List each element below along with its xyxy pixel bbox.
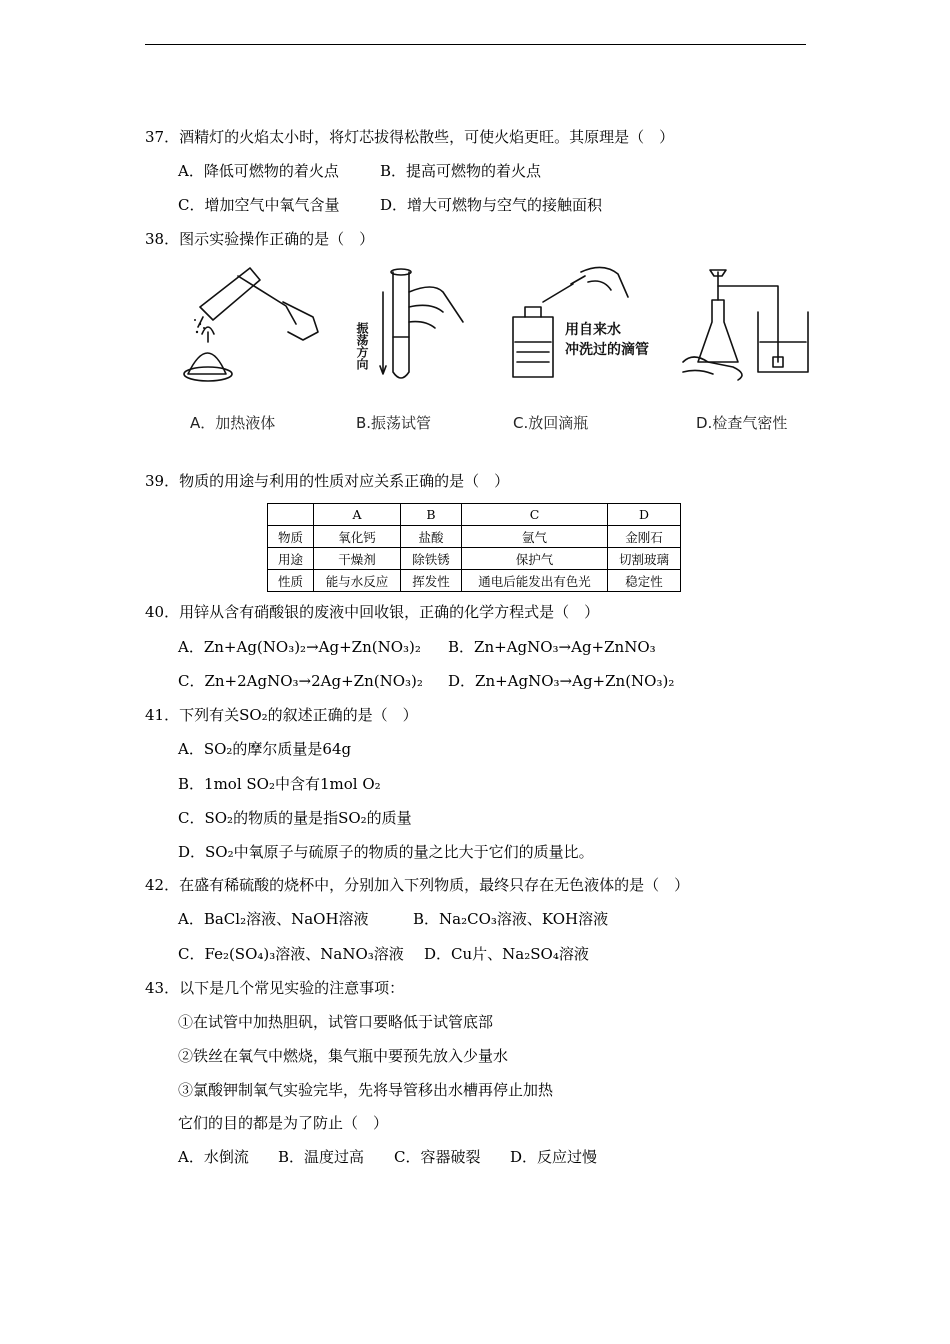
q40-option-a: A．Zn+Ag(NO₃)₂→Ag+Zn(NO₃)₂ (178, 638, 421, 656)
header-rule (145, 44, 806, 45)
table-row (268, 570, 681, 592)
q43-stem: 43．以下是几个常见实验的注意事项： (145, 979, 405, 997)
q39-table (267, 503, 681, 592)
q38-caption-c: C.放回滴瓶 (513, 414, 589, 432)
table-row (268, 548, 681, 570)
table-cell: 用途 (268, 548, 314, 570)
fig-dropper-bottle (503, 262, 673, 402)
q37-option-a: A．降低可燃物的着火点 (178, 162, 339, 180)
table-cell: 挥发性 (401, 570, 462, 592)
table-cell: 氧化钙 (314, 526, 401, 548)
q41-option-d: D．SO₂中氧原子与硫原子的物质的量之比大于它们的质量比。 (178, 843, 594, 861)
table-cell: 保护气 (462, 548, 608, 570)
fig-heating-liquid (178, 262, 328, 402)
q43-item-1: ①在试管中加热胆矾，试管口要略低于试管底部 (178, 1013, 494, 1031)
table-cell: D (608, 504, 681, 526)
table-cell: 性质 (268, 570, 314, 592)
table-cell: 通电后能发出有色光 (462, 570, 608, 592)
fig-shaking-test-tube (353, 262, 473, 402)
fig-c-label-2: 冲洗过的滴管 (565, 342, 649, 358)
table-cell: 干燥剂 (314, 548, 401, 570)
q37-stem: 37．酒精灯的火焰太小时，将灯芯拔得松散些，可使火焰更旺。其原理是（ ） (145, 128, 675, 146)
q42-option-c: C．Fe₂(SO₄)₃溶液、NaNO₃溶液 (178, 945, 404, 963)
q43-option-d: D．反应过慢 (510, 1148, 598, 1166)
q41-option-b: B．1mol SO₂中含有1mol O₂ (178, 775, 381, 793)
table-cell (268, 504, 314, 526)
q42-option-a: A．BaCl₂溶液、NaOH溶液 (178, 910, 369, 928)
q37-option-c: C．增加空气中氧气含量 (178, 196, 340, 214)
q42-stem: 42．在盛有稀硫酸的烧杯中，分别加入下列物质，最终只存在无色液体的是（ ） (145, 876, 690, 894)
table-cell: 金刚石 (608, 526, 681, 548)
table-cell: A (314, 504, 401, 526)
q37-option-b: B．提高可燃物的着火点 (380, 162, 542, 180)
table-cell: 氩气 (462, 526, 608, 548)
table-cell: C (462, 504, 608, 526)
table-cell: 物质 (268, 526, 314, 548)
fig-airtightness-check (678, 262, 828, 402)
table-cell: B (401, 504, 462, 526)
table-cell: 切割玻璃 (608, 548, 681, 570)
q38-caption-a: A．加热液体 (190, 414, 276, 432)
q43-option-b: B．温度过高 (278, 1148, 365, 1166)
q40-option-d: D．Zn+AgNO₃→Ag+Zn(NO₃)₂ (448, 672, 675, 690)
q42-option-b: B．Na₂CO₃溶液、KOH溶液 (413, 910, 609, 928)
q40-option-c: C．Zn+2AgNO₃→2Ag+Zn(NO₃)₂ (178, 672, 423, 690)
table-header-row (268, 504, 681, 526)
table-row (268, 526, 681, 548)
q38-caption-d: D.检查气密性 (696, 414, 788, 432)
table-cell: 除铁锈 (401, 548, 462, 570)
table-cell: 稳定性 (608, 570, 681, 592)
q40-option-b: B．Zn+AgNO₃→Ag+ZnNO₃ (448, 638, 656, 656)
fig-b-label: 振荡方向 (355, 322, 369, 370)
q37-option-d: D．增大可燃物与空气的接触面积 (380, 196, 603, 214)
table-cell: 盐酸 (401, 526, 462, 548)
q41-option-c: C．SO₂的物质的量是指SO₂的质量 (178, 809, 412, 827)
fig-c-label-1: 用自来水 (565, 322, 621, 338)
table-cell: 能与水反应 (314, 570, 401, 592)
q38-figures (178, 262, 828, 437)
q39-stem: 39．物质的用途与利用的性质对应关系正确的是（ ） (145, 472, 510, 490)
q43-item-2: ②铁丝在氧气中燃烧，集气瓶中要预先放入少量水 (178, 1047, 509, 1065)
q38-caption-b: B.振荡试管 (356, 414, 432, 432)
q43-option-a: A．水倒流 (178, 1148, 249, 1166)
q42-option-d: D．Cu片、Na₂SO₄溶液 (424, 945, 589, 963)
q43-ask: 它们的目的都是为了防止（ ） (178, 1114, 389, 1132)
q41-stem: 41．下列有关SO₂的叙述正确的是（ ） (145, 706, 418, 724)
q41-option-a: A．SO₂的摩尔质量是64g (178, 740, 352, 758)
q43-item-3: ③氯酸钾制氧气实验完毕，先将导管移出水槽再停止加热 (178, 1081, 554, 1099)
q43-option-c: C．容器破裂 (394, 1148, 481, 1166)
q38-stem: 38．图示实验操作正确的是（ ） (145, 230, 375, 248)
q40-stem: 40．用锌从含有硝酸银的废液中回收银，正确的化学方程式是（ ） (145, 603, 600, 621)
